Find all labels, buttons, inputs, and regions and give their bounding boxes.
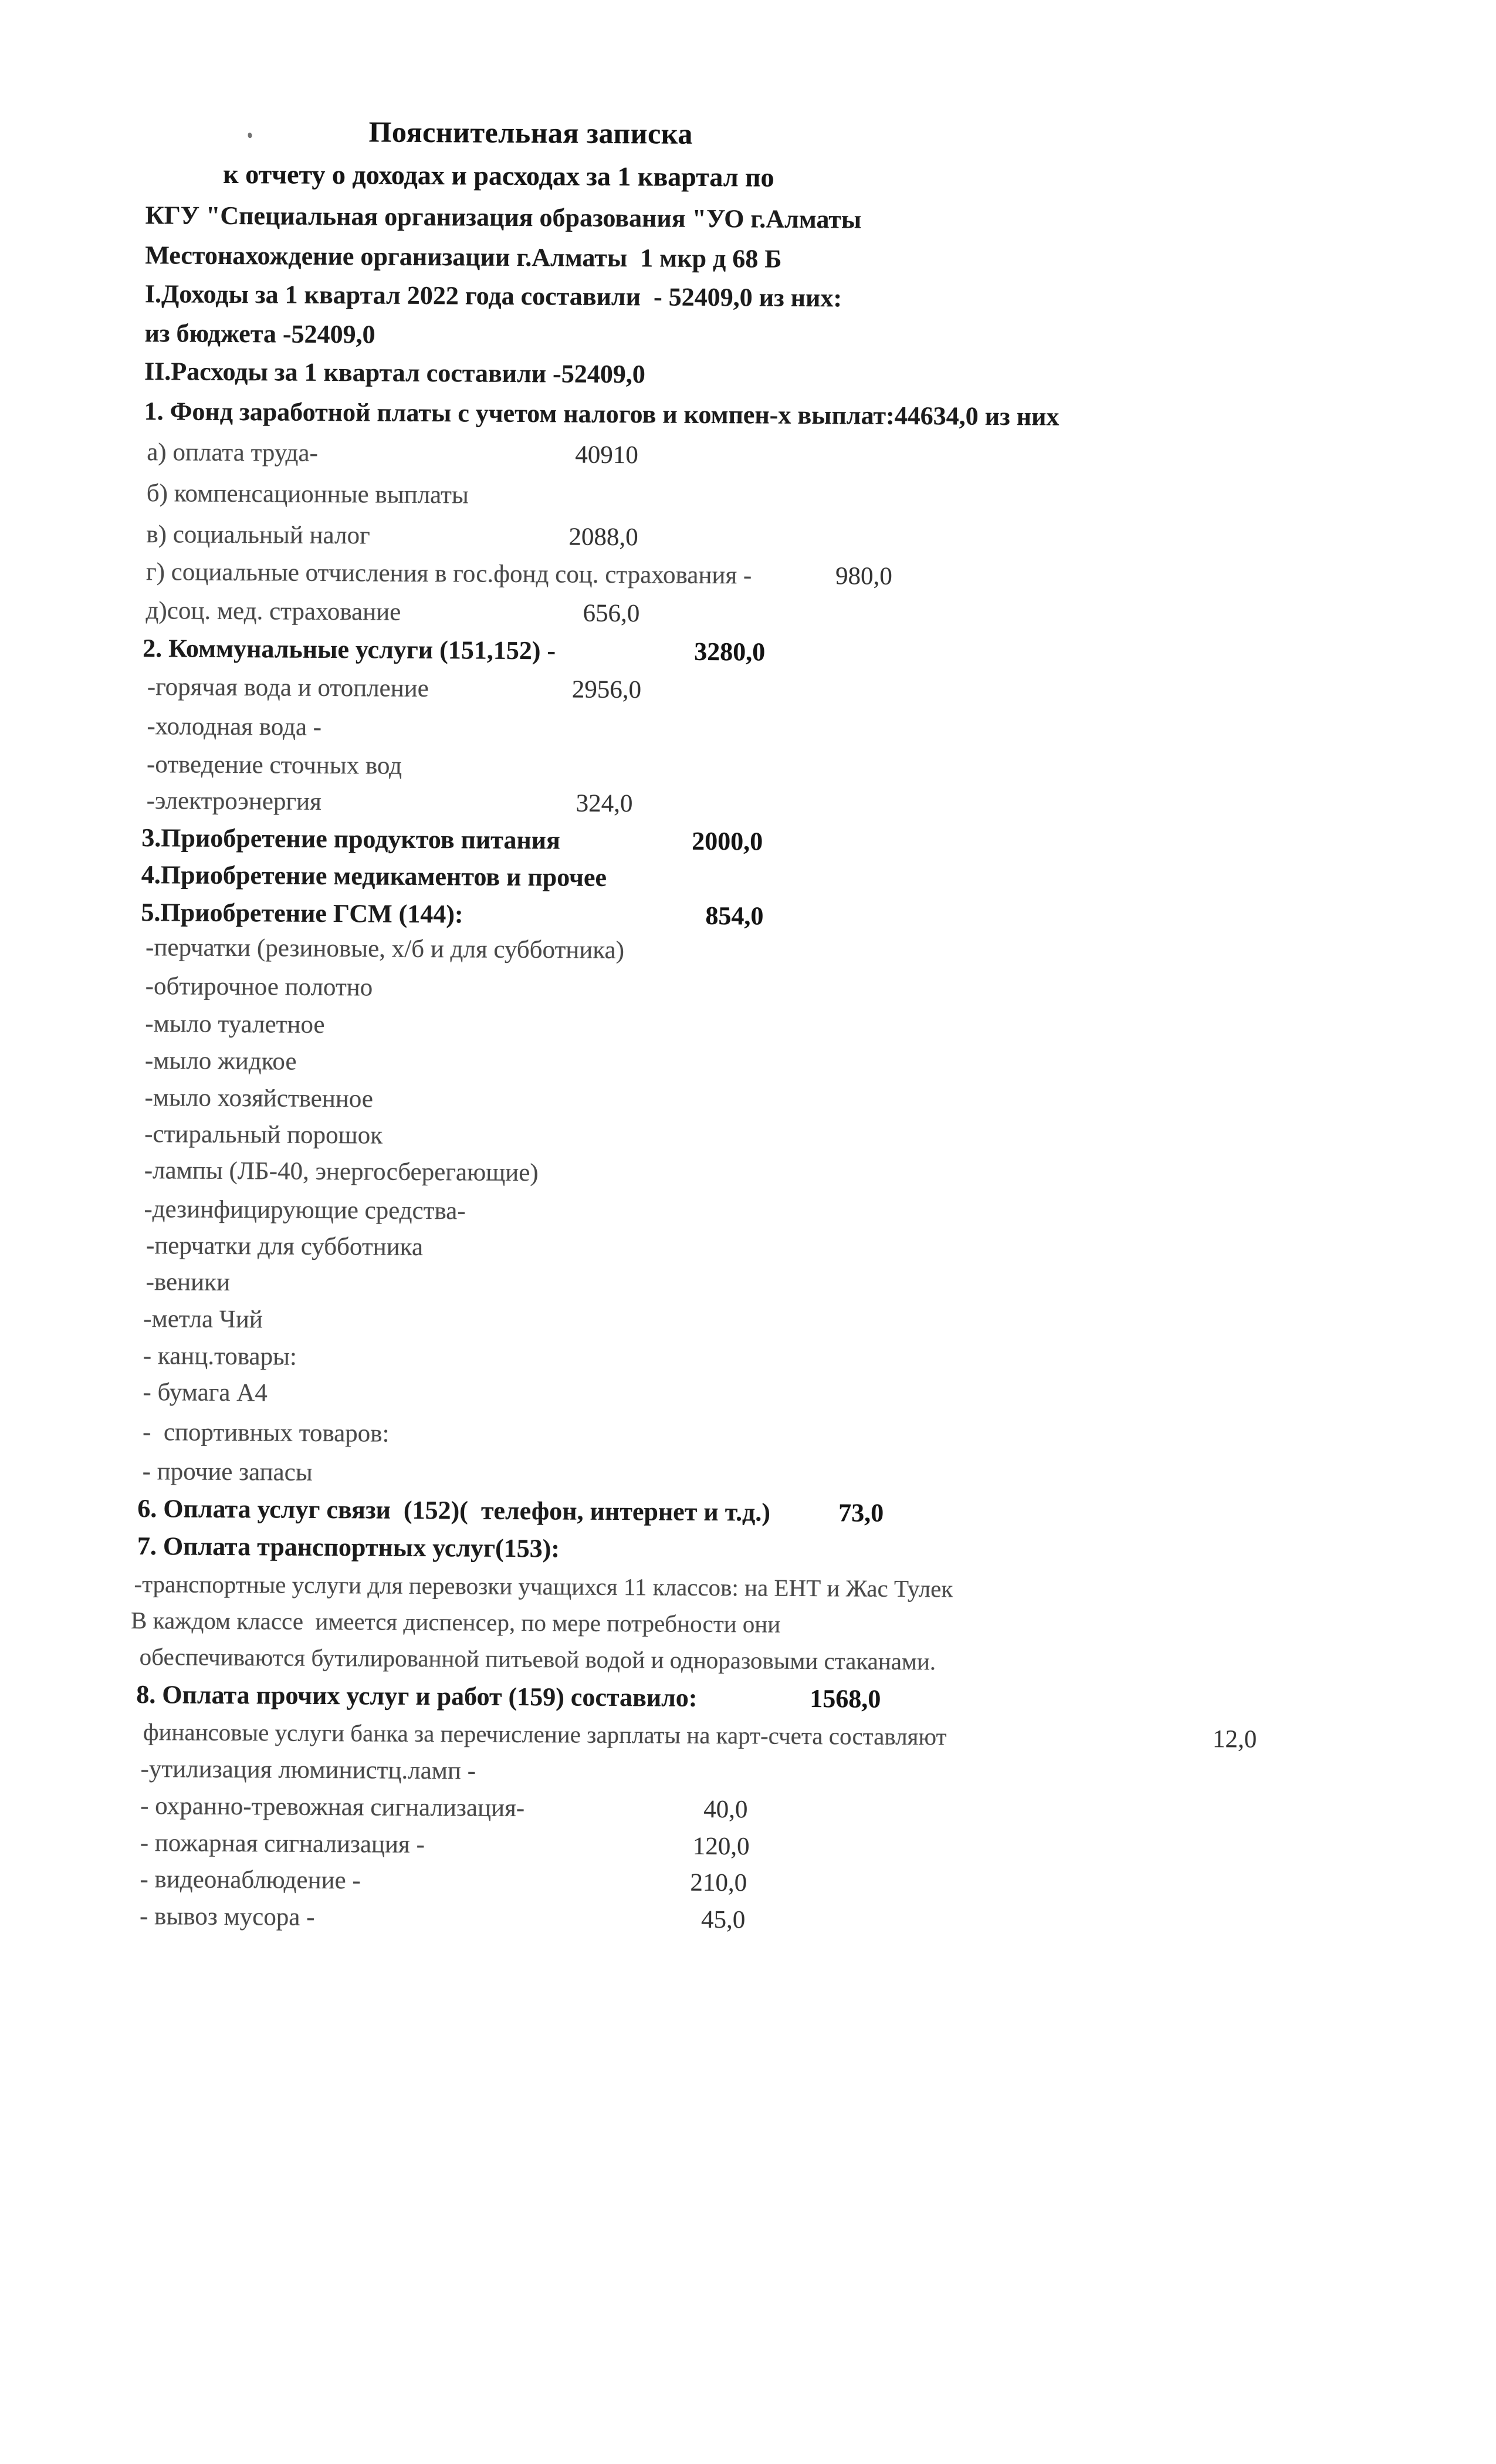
section-6-value: 73,0 xyxy=(838,1498,884,1527)
section-3-value: 2000,0 xyxy=(692,826,763,856)
section-7-header: 7. Оплата транспортных услуг(153): xyxy=(137,1532,560,1563)
line-label: - пожарная сигнализация - xyxy=(140,1829,425,1859)
line-item-row xyxy=(0,712,1492,758)
line-value: 40910 xyxy=(575,441,638,469)
line-value: 980,0 xyxy=(835,562,892,590)
income-total: I.Доходы за 1 квартал 2022 года составили - 52409,0 из них: xyxy=(144,279,842,313)
line-value: 40,0 xyxy=(703,1795,748,1824)
line-label: а) оплата труда- xyxy=(147,438,319,467)
org-location-row xyxy=(0,241,1494,286)
line-label: г) социальные отчисления в гос.фонд соц. страхования - xyxy=(145,558,752,590)
line-label: -обтирочное полотно xyxy=(145,972,373,1002)
line-label: -утилизация люминистц.ламп - xyxy=(140,1755,476,1785)
section-2-header: 2. Коммунальные услуги (151,152) - xyxy=(143,634,556,665)
line-label: - видеонаблюдение - xyxy=(140,1865,361,1895)
line-value: 2088,0 xyxy=(568,523,638,552)
line-label: -лампы (ЛБ-40, энергосберегающие) xyxy=(144,1157,539,1187)
line-label: в) социальный налог xyxy=(146,520,370,550)
line-label: -дезинфицирующие средства- xyxy=(144,1195,466,1225)
income-total-row xyxy=(0,279,1494,325)
org-name-row xyxy=(0,201,1495,246)
line-label: - канц.товары: xyxy=(143,1342,297,1371)
line-value: 120,0 xyxy=(692,1832,750,1861)
line-label: -электроэнергия xyxy=(146,787,321,816)
section-7-header-row xyxy=(0,1532,1487,1577)
note-line: -транспортные услуги для перевозки учащихся 11 классов: на ЕНТ и Жас Тулек xyxy=(134,1570,953,1603)
section-1-header-row xyxy=(0,397,1494,442)
report-subtitle-row xyxy=(0,158,1495,204)
line-label: - охранно-тревожная сигнализация- xyxy=(140,1792,525,1823)
line-label: б) компенсационные выплаты xyxy=(146,479,469,509)
line-label: -мыло хозяйственное xyxy=(144,1084,374,1113)
line-label: -мыло жидкое xyxy=(144,1047,297,1076)
section-5-header: 5.Приобретение ГСМ (144): xyxy=(141,898,463,929)
line-item-row xyxy=(0,557,1492,603)
line-item-row xyxy=(0,479,1493,525)
line-label: д)соц. мед. страхование xyxy=(145,597,401,626)
line-value: 2956,0 xyxy=(571,675,642,704)
section-2-header-row xyxy=(0,634,1492,680)
line-label: -отведение сточных вод xyxy=(146,751,402,780)
section-8-header: 8. Оплата прочих услуг и работ (159) составило: xyxy=(136,1680,698,1712)
page-title-row xyxy=(0,114,1495,160)
line-label: - спортивных товаров: xyxy=(142,1418,390,1448)
page-title: Пояснительная записка xyxy=(368,115,693,150)
section-1-header: 1. Фонд заработной платы с учетом налогов и компен-х выплат:44634,0 из них xyxy=(144,397,1060,431)
section-4-header: 4.Приобретение медикаментов и прочее xyxy=(141,860,607,892)
line-value: 324,0 xyxy=(576,789,633,818)
line-value: 45,0 xyxy=(700,1905,746,1934)
line-value: 210,0 xyxy=(690,1868,747,1897)
section-8-value: 1568,0 xyxy=(810,1684,881,1713)
line-label: - бумага А4 xyxy=(143,1378,268,1407)
section-6-header: 6. Оплата услуг связи (152)( телефон, интернет и т.д.) xyxy=(137,1494,771,1527)
line-label: -мыло туалетное xyxy=(145,1010,325,1039)
line-label: -перчатки (резиновые, х/б и для субботника) xyxy=(145,934,625,965)
line-item-row xyxy=(0,438,1493,484)
line-label: -метла Чий xyxy=(143,1305,263,1334)
section-2-value: 3280,0 xyxy=(694,637,766,667)
line-label: - вывоз мусора - xyxy=(139,1902,315,1931)
line-label: финансовые услуги банка за перечисление зарплаты на карт-счета составляют xyxy=(143,1718,947,1750)
expenses-total: II.Расходы за 1 квартал составили -52409,0 xyxy=(144,357,645,389)
line-value: 656,0 xyxy=(583,599,640,628)
note-line: обеспечиваются бутилированной питьевой водой и одноразовыми стаканами. xyxy=(139,1643,936,1675)
report-subtitle: к отчету о доходах и расходах за 1 квартал по xyxy=(223,158,774,192)
section-3-header: 3.Приобретение продуктов питания xyxy=(141,823,561,855)
line-item-row xyxy=(0,672,1492,718)
budget-income: из бюджета -52409,0 xyxy=(144,319,375,349)
line-label: -холодная вода - xyxy=(147,712,322,741)
line-value: 12,0 xyxy=(1212,1725,1257,1753)
org-name: КГУ "Специальная организация образования "УО г.Алматы xyxy=(145,201,862,234)
expenses-total-row xyxy=(0,357,1494,403)
line-item-row xyxy=(0,1418,1487,1463)
org-location: Местонахождение организации г.Алматы 1 мкр д 68 Б xyxy=(145,241,782,273)
note-line: В каждом классе имеется диспенсер, по мере потребности они xyxy=(130,1606,781,1638)
line-label: -стиральный порошок xyxy=(144,1120,383,1150)
section-5-value: 854,0 xyxy=(705,901,764,931)
line-label: - прочие запасы xyxy=(142,1458,313,1486)
line-label: -горячая вода и отопление xyxy=(147,673,429,703)
line-label: -веники xyxy=(145,1268,231,1296)
line-label: -перчатки для субботника xyxy=(145,1232,424,1262)
